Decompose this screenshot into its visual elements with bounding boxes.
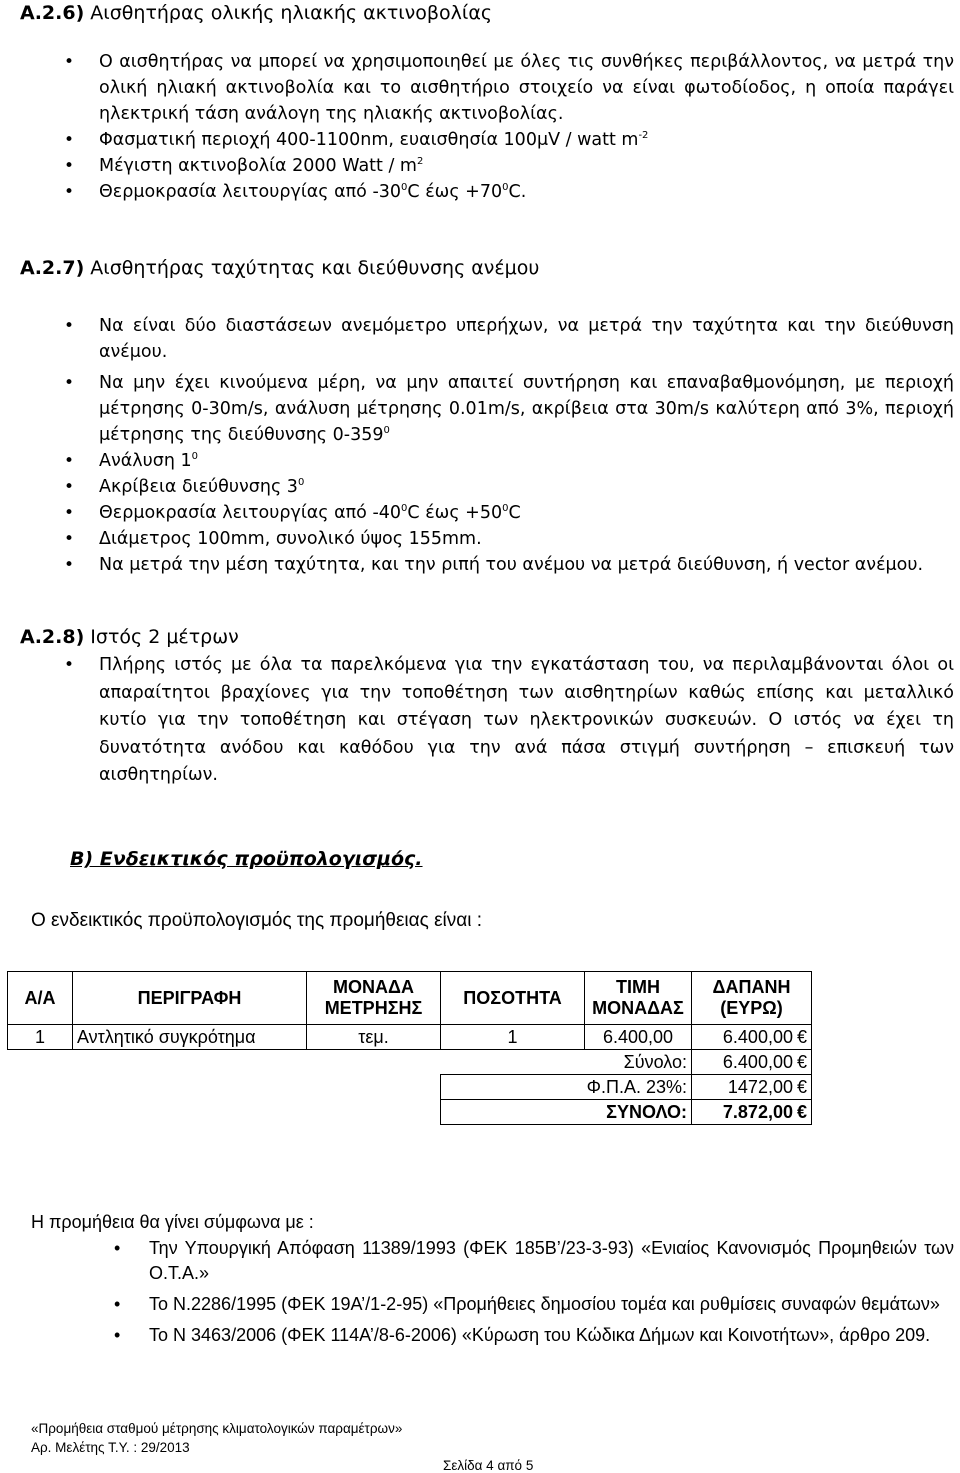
list-item: • Φασματική περιοχή 400-1100nm, ευαισθησία 100μV / watt $m^{-2}$ — [0, 127, 960, 153]
vat-value: 1472,00 € — [692, 1075, 812, 1100]
section-code: Α.2.8) — [20, 626, 85, 648]
section-code: Α.2.7) — [20, 257, 85, 279]
list-item: • Την Υπουργική Απόφαση 11389/1993 (ΦΕΚ 185Β’/23-3-93) «Ενιαίος Κανονισμός Προμηθειών των Ο.Τ.Α.» — [0, 1236, 960, 1286]
table-header-row — [8, 972, 812, 1025]
footer-page-number: Σελίδα 4 από 5 — [443, 1458, 534, 1473]
section-a28-list — [0, 652, 960, 790]
sum-row — [8, 1050, 812, 1075]
cell-unit: τεμ. — [307, 1025, 441, 1050]
list-item: • Θερμοκρασία λειτουργίας από $-30^0C$ $έ\omega\varsigma +70^0C$. — [0, 179, 960, 205]
budget-table — [7, 971, 812, 1125]
section-a26-list — [0, 49, 960, 205]
procurement-list — [0, 1236, 960, 1354]
vat-label: Φ.Π.Α. 23%: — [441, 1075, 692, 1100]
footer-project: «Προμήθεια σταθμού μέτρησης κλιματολογικών παραμέτρων» — [31, 1421, 403, 1436]
section-heading-a28 — [20, 626, 239, 648]
procurement-intro: Η προμήθεια θα γίνει σύμφωνα με : — [31, 1212, 314, 1232]
euro-icon: € — [796, 1101, 807, 1122]
list-item: • Πλήρης ιστός με όλα τα παρελκόμενα για την εγκατάσταση του, να περιλαμβάνονται όλοι οι απαραίτητοι βραχίονες για την τοποθέτηση των αισθητηρίων καθώς επίσης και μεταλλικό κυτίο για την τοποθέτηση και στέγαση των ηλεκτρονικών συσκευών. Ο ιστός να έχει τη δυνατότητα ανόδου και καθόδου για την ανά πάσα στιγμή συντήρηση – επισκευή των αισθητηρίων. — [0, 652, 960, 790]
table-row — [8, 1025, 812, 1050]
euro-icon: € — [796, 1026, 807, 1047]
list-item: • Διάμετρος 100mm, συνολικό ύψος 155mm. — [0, 526, 960, 552]
list-item: • Ο αισθητήρας να μπορεί να χρησιμοποιηθεί με όλες τις συνθήκες περιβάλλοντος, να μετρά την ολική ηλιακή ακτινοβολία και το αισθητήριο στοιχείο να είναι φωτοδίοδος, η οποία παράγει ηλεκτρική τάση ανάλογη της ηλιακής ακτινοβολίας. — [0, 49, 960, 127]
section-heading-a26 — [20, 2, 492, 24]
cell-unit-price: 6.400,00 — [585, 1025, 692, 1050]
list-item: • Μέγιστη ακτινοβολία 2000 Watt / $m^2$ — [0, 153, 960, 179]
section-a27-list — [0, 313, 960, 578]
sum-value: 6.400,00 € — [692, 1050, 812, 1075]
cell-cost: 6.400,00 € — [692, 1025, 812, 1050]
header-description: ΠΕΡΙΓΡΑΦΗ — [73, 972, 307, 1025]
section-title: Ιστός 2 μέτρων — [84, 626, 239, 648]
footer-study-number: Αρ. Μελέτης Τ.Υ. : 29/2013 — [31, 1440, 190, 1455]
budget-title: Β) Ενδεικτικός προϋπολογισμός. — [70, 848, 423, 870]
cell-quantity: 1 — [441, 1025, 585, 1050]
list-item: • Θερμοκρασία λειτουργίας από $-40^0C$ $έ\omega\varsigma +50^0C$ — [0, 500, 960, 526]
list-item: • Να μην έχει κινούμενα μέρη, να μην απαιτεί συντήρηση και επαναβαθμονόμηση, με περιοχή μέτρησης 0-30m/s, ανάλυση μέτρησης 0.01m/s, ακρίβεια στα 30m/s καλύτερη από 3%, περιοχή μέτρησης της διεύθυνσης $0-359^0$ — [0, 370, 960, 448]
cell-aa: 1 — [8, 1025, 73, 1050]
list-item: • Να μετρά την μέση ταχύτητα, και την ριπή του ανέμου να μετρά διεύθυνση, ή vector ανέμου. — [0, 552, 960, 578]
section-title: Αισθητήρας ολικής ηλιακής ακτινοβολίας — [84, 2, 493, 24]
list-item: • Να είναι δύο διαστάσεων ανεμόμετρο υπερήχων, να μετρά την ταχύτητα και την διεύθυνση ανέμου. — [0, 313, 960, 365]
header-aa: Α/Α — [8, 972, 73, 1025]
list-item: • Το Ν.2286/1995 (ΦΕΚ 19Α’/1-2-95) «Προμήθειες δημοσίου τομέα και ρυθμίσεις συναφών θεμάτων» — [0, 1292, 960, 1317]
budget-intro: Ο ενδεικτικός προϋπολογισμός της προμήθειας είναι : — [31, 910, 483, 931]
list-item: • Ανάλυση $1^0$ — [0, 448, 960, 474]
total-label: ΣΥΝΟΛΟ: — [441, 1100, 692, 1125]
header-unit-price: ΤΙΜΗ ΜΟΝΑΔΑΣ — [585, 972, 692, 1025]
section-heading-a27 — [20, 257, 539, 279]
list-item: • Το Ν 3463/2006 (ΦΕΚ 114Α’/8-6-2006) «Κύρωση του Κώδικα Δήμων και Κοινοτήτων», άρθρο 209. — [0, 1323, 960, 1348]
list-item: • Ακρίβεια διεύθυνσης $3^0$ — [0, 474, 960, 500]
total-row — [8, 1100, 812, 1125]
euro-icon: € — [796, 1076, 807, 1097]
cell-description: Αντλητικό συγκρότημα — [73, 1025, 307, 1050]
vat-row — [8, 1075, 812, 1100]
sum-label: Σύνολο: — [585, 1050, 692, 1075]
total-value: 7.872,00 € — [692, 1100, 812, 1125]
section-code: Α.2.6) — [20, 2, 85, 24]
header-quantity: ΠΟΣΟΤΗΤΑ — [441, 972, 585, 1025]
header-unit: ΜΟΝΑΔΑ ΜΕΤΡΗΣΗΣ — [307, 972, 441, 1025]
euro-icon: € — [796, 1051, 807, 1072]
header-cost: ΔΑΠΑΝΗ (ΕΥΡΩ) — [692, 972, 812, 1025]
section-title: Αισθητήρας ταχύτητας και διεύθυνσης ανέμου — [84, 257, 540, 279]
